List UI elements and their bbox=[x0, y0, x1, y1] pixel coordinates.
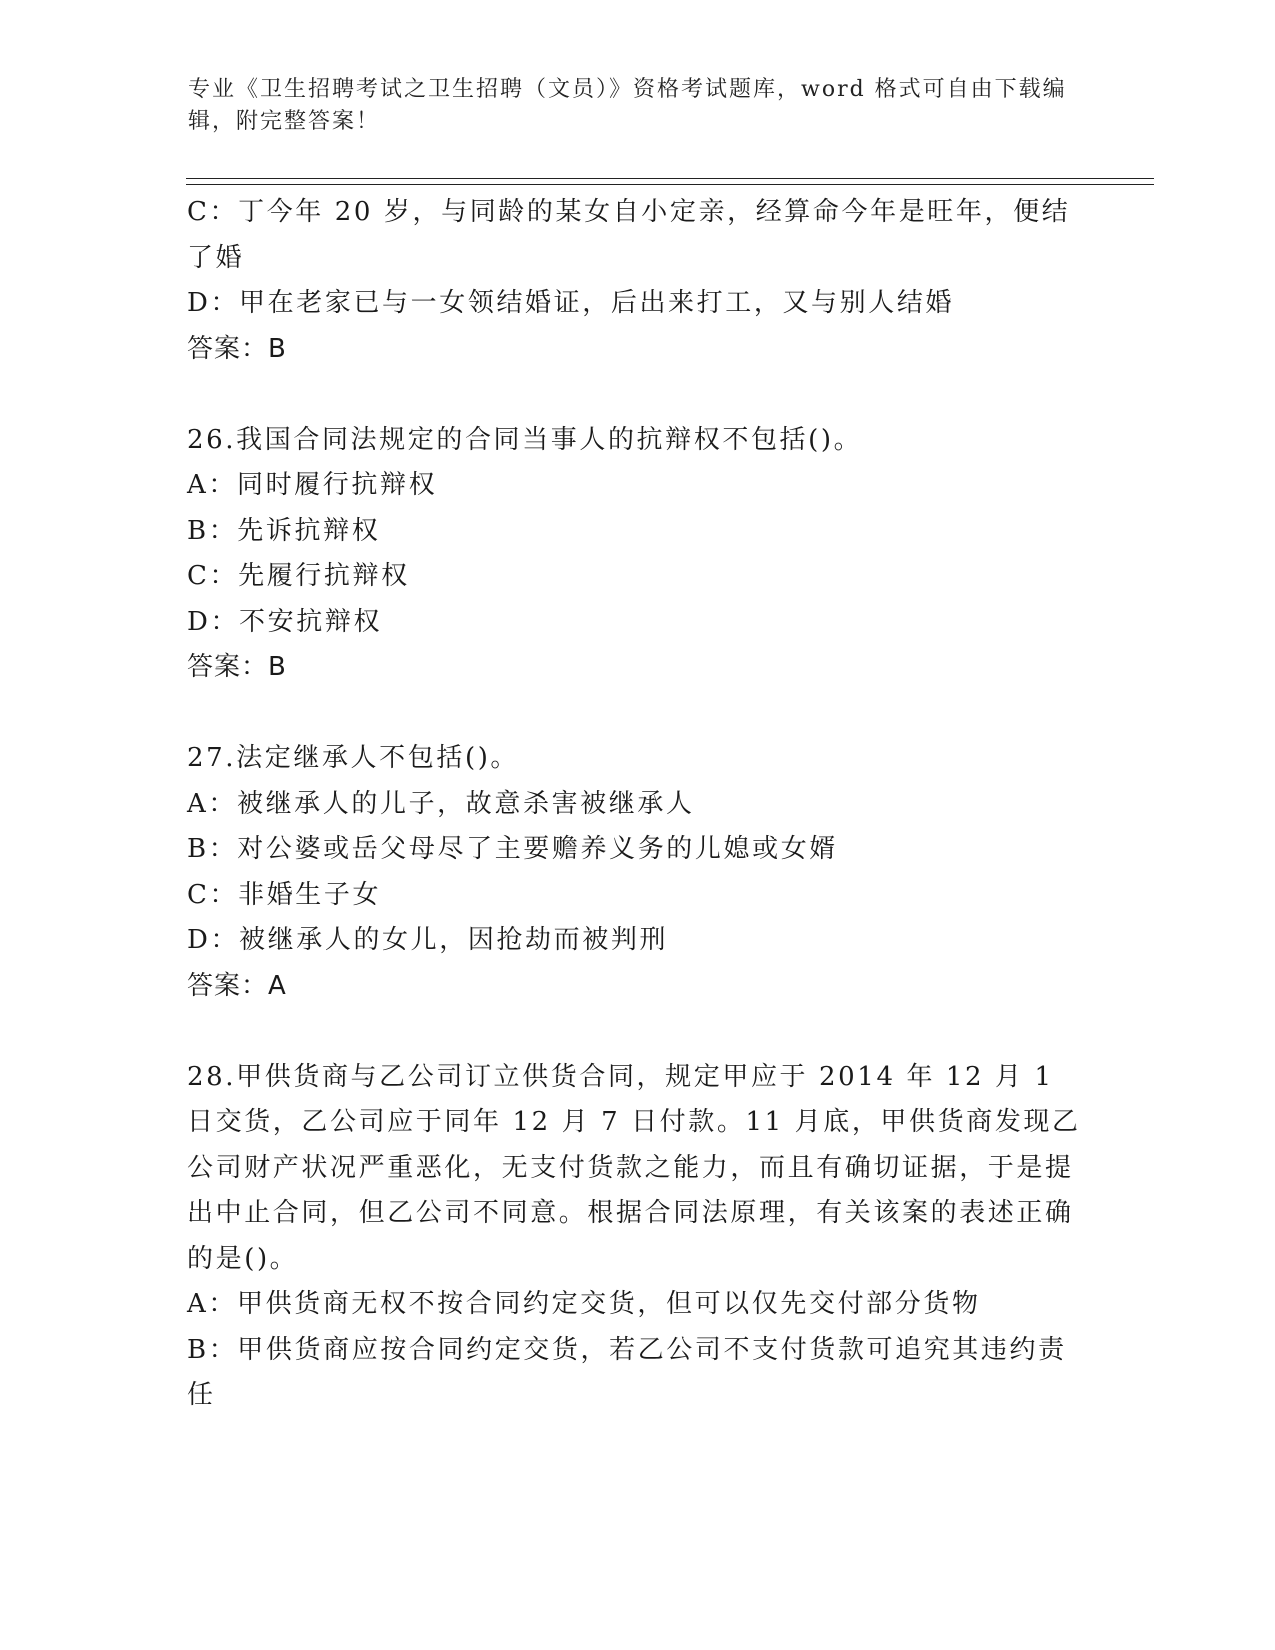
option-a: A：被继承人的儿子，故意杀害被继承人 bbox=[187, 788, 695, 819]
option-b: B：甲供货商应按合同约定交货，若乙公司不支付货款可追究其违约责任 bbox=[187, 1334, 1067, 1410]
question-26 bbox=[187, 418, 1087, 691]
option-c: C：丁今年 20 岁，与同龄的某女自小定亲，经算命今年是旺年，便结了婚 bbox=[187, 197, 1071, 273]
option-a: A：甲供货商无权不按合同约定交货，但可以仅先交付部分货物 bbox=[187, 1289, 981, 1319]
option-d: D：不安抗辩权 bbox=[187, 606, 383, 637]
header-divider-top bbox=[186, 178, 1154, 179]
question-stem: 27.法定继承人不包括()。 bbox=[187, 743, 520, 773]
question-25-tail bbox=[187, 190, 1087, 372]
question-27 bbox=[187, 736, 1087, 1009]
answer: 答案：B bbox=[187, 333, 287, 364]
option-d: D：被继承人的女儿，因抢劫而被判刑 bbox=[187, 925, 669, 955]
option-c: C：非婚生子女 bbox=[187, 879, 382, 910]
spacer bbox=[187, 691, 1087, 737]
option-a: A：同时履行抗辩权 bbox=[187, 470, 438, 500]
question-stem: 26.我国合同法规定的合同当事人的抗辩权不包括()。 bbox=[187, 424, 863, 455]
option-c: C：先履行抗辩权 bbox=[187, 561, 410, 591]
answer: 答案：B bbox=[187, 652, 287, 682]
option-b: B：先诉抗辩权 bbox=[187, 515, 381, 546]
spacer bbox=[187, 372, 1087, 418]
option-b: B：对公婆或岳父母尽了主要赡养义务的儿媳或女婿 bbox=[187, 834, 838, 864]
question-stem: 28.甲供货商与乙公司订立供货合同，规定甲应于 2014 年 12 月 1 日交货，乙公司应于同年 12 月 7 日付款。11 月底，甲供货商发现乙公司财产状况严重恶化，无支付货款之能力，而且有确切证据，于是提出中止合同，但乙公司不同意。根据合同法原理，有关该案的表述正确的是()。 bbox=[187, 1061, 1081, 1274]
option-d: D：甲在老家已与一女领结婚证，后出来打工，又与别人结婚 bbox=[187, 288, 955, 318]
document-body bbox=[187, 190, 1087, 1419]
answer: 答案：A bbox=[187, 970, 287, 1001]
header-divider-bottom bbox=[186, 184, 1154, 185]
question-28 bbox=[187, 1055, 1087, 1419]
spacer bbox=[187, 1009, 1087, 1055]
document-header: 专业《卫生招聘考试之卫生招聘（文员）》资格考试题库，word 格式可自由下载编辑，附完整答案！ bbox=[188, 77, 1067, 134]
